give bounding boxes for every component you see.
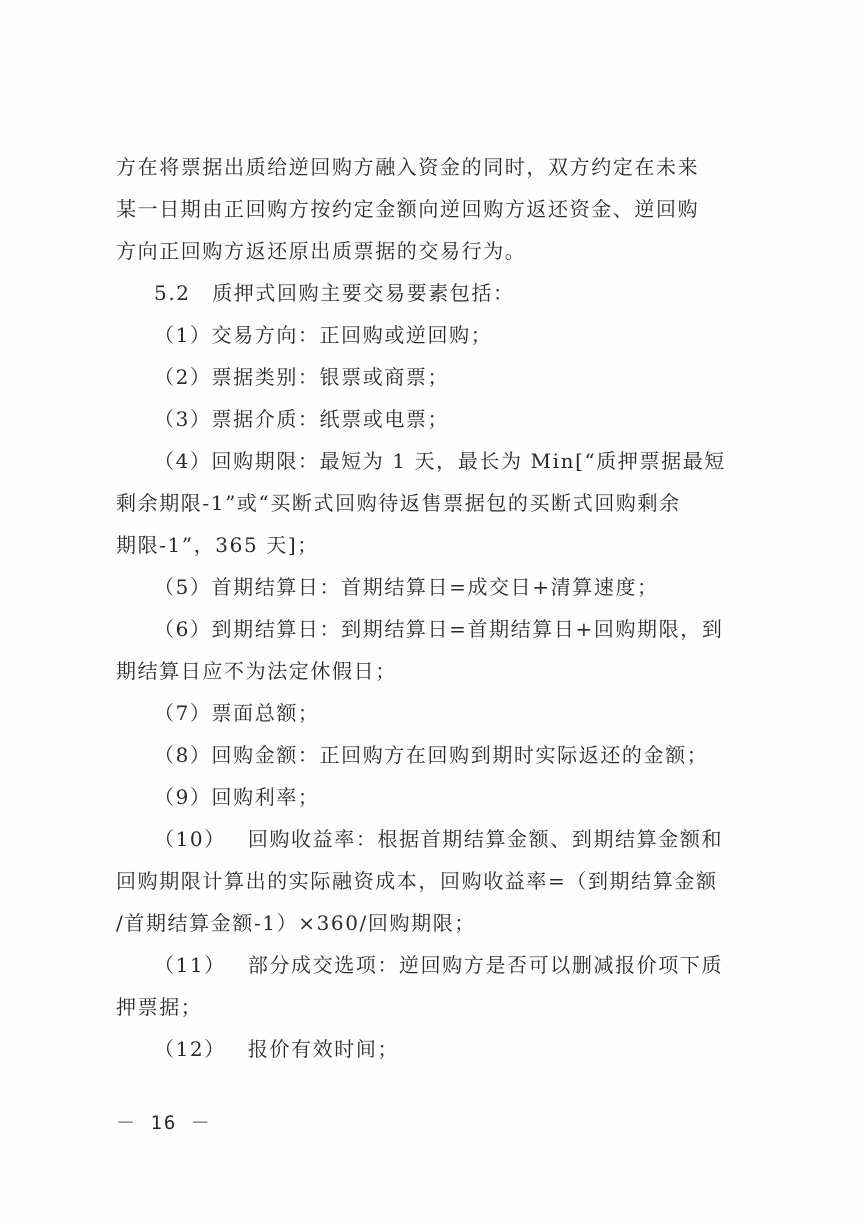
document-body <box>116 146 766 1070</box>
list-item-11 <box>116 944 766 986</box>
list-item-11-text: 部分成交选项：逆回购方是否可以删减报价项下质 <box>247 953 724 977</box>
paragraph-line: 某一日期由正回购方按约定金额向逆回购方返还资金、逆回购 <box>116 197 700 221</box>
list-item-4-continued: 剩余期限-1”或“买断式回购待返售票据包的买断式回购剩余 <box>116 491 681 515</box>
list-item-10-number: （10） <box>154 827 226 851</box>
list-item-1: （1）交易方向：正回购或逆回购； <box>154 323 493 347</box>
page-number: － 16 － <box>116 1112 212 1134</box>
list-item-6-continued: 期结算日应不为法定休假日； <box>116 659 397 683</box>
list-item-5: （5）首期结算日：首期结算日=成交日+清算速度； <box>154 575 659 599</box>
list-item-6: （6）到期结算日：到期结算日=首期结算日+回购期限，到 <box>154 617 724 641</box>
list-item-11-continued: 押票据； <box>116 995 203 1019</box>
list-item-11-number: （11） <box>154 953 226 977</box>
list-item-3: （3）票据介质：纸票或电票； <box>154 407 450 431</box>
section-heading-5-2: 5.2 质押式回购主要交易要素包括： <box>154 281 515 305</box>
paragraph-line: 方向正回购方返还原出质票据的交易行为。 <box>116 239 527 263</box>
list-item-9: （9）回购利率； <box>154 785 320 809</box>
list-item-2: （2）票据类别：银票或商票； <box>154 365 450 389</box>
list-item-4: （4）回购期限：最短为 1 天，最长为 Min[“质押票据最短 <box>154 449 726 473</box>
list-item-12-text: 报价有效时间； <box>247 1037 400 1061</box>
list-item-10-text: 回购收益率：根据首期结算金额、到期结算金额和 <box>247 827 724 851</box>
list-item-10-continued: /首期结算金额-1）×360/回购期限； <box>116 911 476 935</box>
list-item-4-continued: 期限-1”，365 天]； <box>116 533 319 557</box>
list-item-12 <box>116 1028 766 1070</box>
list-item-12-number: （12） <box>154 1037 226 1061</box>
list-item-7: （7）票面总额； <box>154 701 320 725</box>
paragraph-line: 方在将票据出质给逆回购方融入资金的同时，双方约定在未来 <box>116 155 700 179</box>
list-item-10 <box>116 818 766 860</box>
list-item-10-continued: 回购期限计算出的实际融资成本，回购收益率=（到期结算金额 <box>116 869 718 893</box>
list-item-8: （8）回购金额：正回购方在回购到期时实际返还的金额； <box>154 743 709 767</box>
